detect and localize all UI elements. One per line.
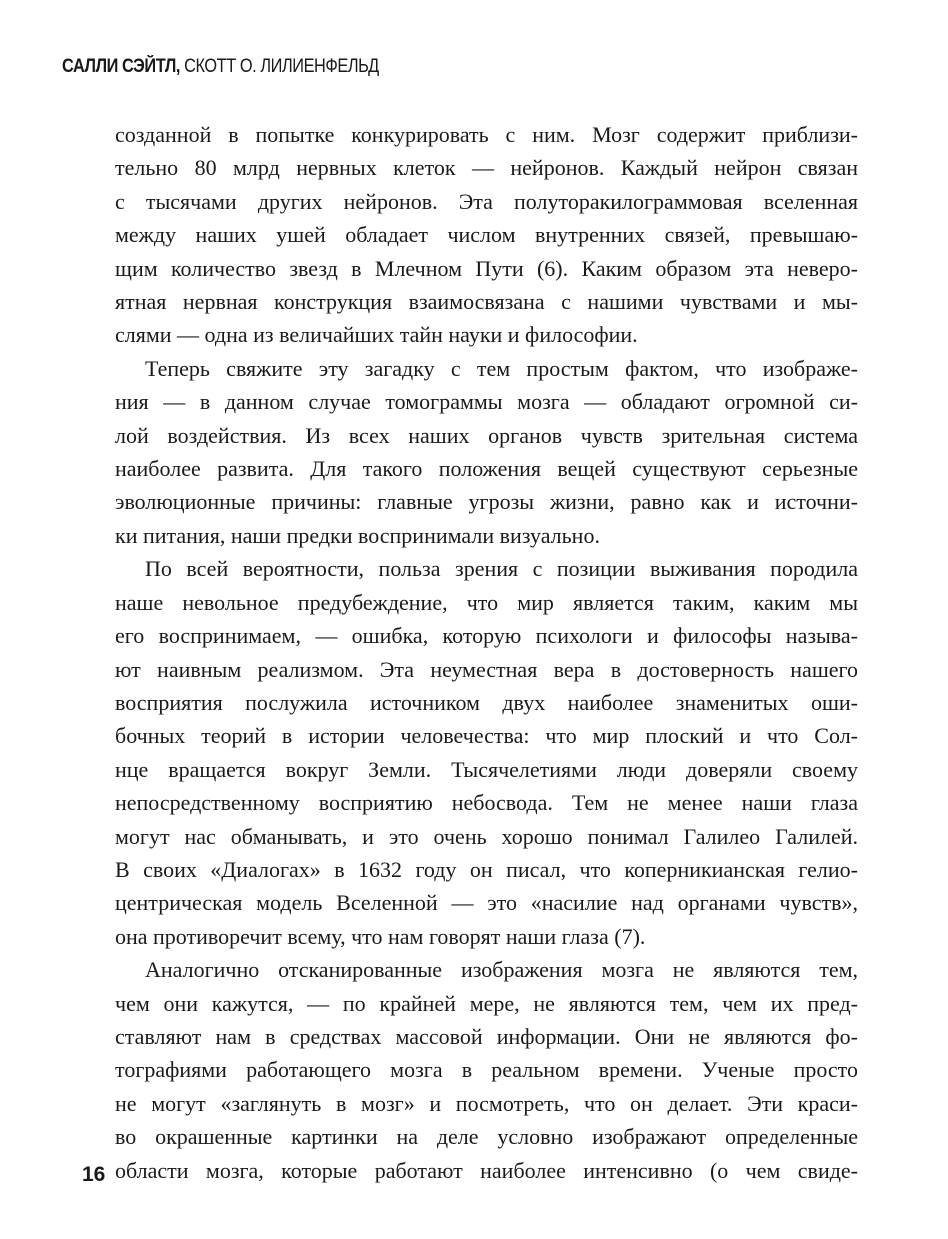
text-line: ния — в данном случае томограммы мозга — обладают огромной си-: [115, 389, 858, 415]
text-line: ки питания, наши предки воспринимали визуально.: [115, 522, 600, 548]
text-line: наше невольное предубеждение, что мир является таким, каким мы: [115, 589, 858, 615]
text-line: бочных теорий в истории человечества: что мир плоский и что Сол-: [115, 723, 858, 749]
text-line: непосредственному восприятию небосвода. Тем не менее наши глаза: [115, 790, 858, 816]
text-line: Теперь свяжите эту загадку с тем простым фактом, что изображе-: [145, 355, 858, 381]
text-line: она противоречит всему, что нам говорят наши глаза (7).: [115, 923, 646, 949]
text-line: во окрашенные картинки на деле условно изображают определенные: [115, 1124, 858, 1150]
text-line: В своих «Диалогах» в 1632 году он писал, что коперникианская гелио-: [115, 856, 858, 882]
text-line: лой воздействия. Из всех наших органов чувств зрительная система: [115, 422, 858, 448]
text-line: ятная нервная конструкция взаимосвязана с нашими чувствами и мы-: [115, 289, 858, 315]
page-number: 16: [82, 1163, 106, 1186]
text-line: созданной в попытке конкурировать с ним. Мозг содержит приблизи-: [115, 122, 858, 147]
text-line: щим количество звезд в Млечном Пути (6). Каким образом эта неверо-: [115, 255, 858, 281]
paragraph: [115, 953, 858, 1187]
text-line: чем они кажутся, — по крайней мере, не являются тем, чем их пред-: [115, 990, 858, 1016]
paragraph: [115, 352, 858, 552]
text-line: не могут «заглянуть в мозг» и посмотреть, что он делает. Эти краси-: [115, 1090, 858, 1116]
text-line: ют наивным реализмом. Эта неуместная вера в достоверность нашего: [115, 656, 858, 682]
text-line: области мозга, которые работают наиболее интенсивно (о чем свиде-: [115, 1157, 858, 1183]
header-authors-regular: СКОТТ О. ЛИЛИЕНФЕЛЬД: [179, 56, 379, 77]
text-line: восприятия послужила источником двух наиболее знаменитых оши-: [115, 689, 858, 715]
body-text: [115, 118, 858, 1187]
text-line: Аналогично отсканированные изображения мозга не являются тем,: [145, 957, 858, 983]
paragraph: [115, 118, 858, 352]
text-line: наиболее развита. Для такого положения вещей существуют серьезные: [115, 456, 858, 482]
paragraph: [115, 552, 858, 953]
text-line: нце вращается вокруг Земли. Тысячелетиями люди доверяли своему: [115, 756, 858, 782]
text-line: тографиями работающего мозга в реальном времени. Ученые просто: [115, 1057, 858, 1083]
running-header: [62, 56, 379, 78]
text-line: могут нас обманывать, и это очень хорошо понимал Галилео Галилей.: [115, 823, 858, 849]
text-line: По всей вероятности, польза зрения с позиции выживания породила: [145, 556, 858, 582]
text-line: ставляют нам в средствах массовой информации. Они не являются фо-: [115, 1023, 858, 1049]
text-line: между наших ушей обладает числом внутренних связей, превышаю-: [115, 222, 858, 248]
text-line: его воспринимаем, — ошибка, которую психологи и философы называ-: [115, 623, 858, 649]
text-line: с тысячами других нейронов. Эта полуторакилограммовая вселенная: [115, 188, 858, 214]
text-line: слями — одна из величайших тайн науки и философии.: [115, 322, 638, 348]
header-authors-bold: САЛЛИ СЭЙТЛ,: [62, 56, 180, 77]
text-line: тельно 80 млрд нервных клеток — нейронов. Каждый нейрон связан: [115, 155, 858, 181]
text-line: эволюционные причины: главные угрозы жизни, равно как и источни-: [115, 489, 858, 515]
text-line: центрическая модель Вселенной — это «насилие над органами чувств»,: [115, 890, 858, 916]
